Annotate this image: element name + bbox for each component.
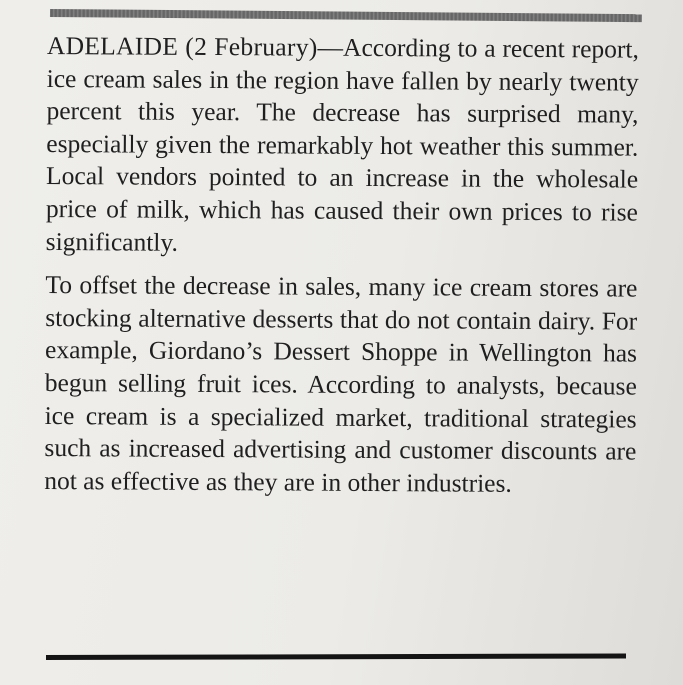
article-paragraph-1 (46, 30, 639, 262)
top-divider-rule (50, 9, 642, 22)
article-paragraph-2: To offset the decrease in sales, many ice cream stores are stocking alternative desserts that do not contain dairy. For example, Giordano’s Dessert Shoppe in Wellington has begun selling fruit ices. According to analysts, because ice cream is a specialized market, traditional strategies such as increased advertising and customer discounts are not as effective as they are in other industries. (44, 270, 638, 498)
news-article (44, 30, 639, 501)
article-dateline: ADELAIDE (2 February) (46, 30, 318, 62)
dateline-dash: — (317, 32, 344, 62)
paragraph-1-text: According to a recent report, ice cream sales in the region have fallen by nearly twenty percent this year. The decrease has surprised many, especially given the remarkably hot weather this summer. Local vendors pointed to an increase in the wholesale price of milk, which has caused their own prices to rise significantly. (45, 32, 639, 257)
bottom-divider-rule (46, 653, 626, 660)
